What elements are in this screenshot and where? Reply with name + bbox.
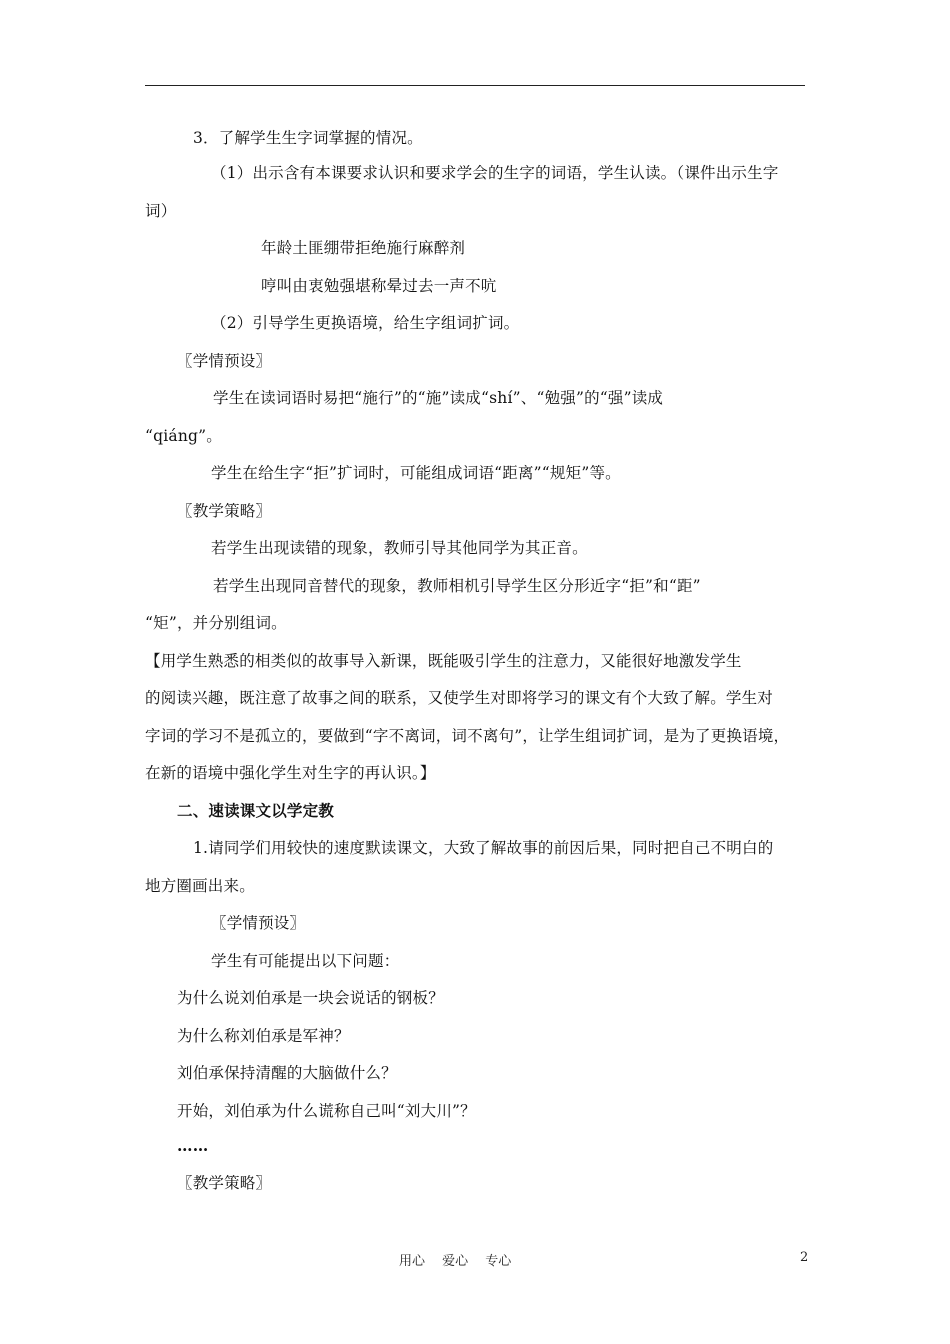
step-2: （2）引导学生更换语境，给生字组词扩词。 [211, 314, 520, 332]
preset-para-1-line-2: “qiáng”。 [145, 427, 222, 445]
heading-student-preset: 〖学情预设〗 [177, 352, 272, 370]
step-1-line-1: （1）出示含有本课要求认识和要求学会的生字的词语，学生认读。（课件出示生字 [211, 164, 779, 182]
question-intro: 学生有可能提出以下问题： [211, 952, 400, 970]
question-4: 开始，刘伯承为什么谎称自己叫“刘大川”？ [177, 1102, 476, 1120]
heading-teaching-strategy: 〖教学策略〗 [177, 502, 272, 520]
word-list-2: 哼叫由衷勉强堪称晕过去一声不吭 [261, 277, 497, 295]
word-list-1: 年龄土匪绷带拒绝施行麻醉剂 [261, 239, 466, 257]
commentary-line-4: 在新的语境中强化学生对生字的再认识。】 [145, 764, 436, 782]
task-1-line-1: 1.请同学们用较快的速度默读课文，大致了解故事的前因后果，同时把自己不明白的 [193, 839, 774, 857]
strategy-para-2-line-1: 若学生出现同音替代的现象，教师相机引导学生区分形近字“拒”和“距” [213, 577, 701, 595]
preset-para-2: 学生在给生字“拒”扩词时，可能组成词语“距离”“规矩”等。 [211, 464, 621, 482]
strategy-para-1: 若学生出现读错的现象，教师引导其他同学为其正音。 [211, 539, 588, 557]
question-1: 为什么说刘伯承是一块会说话的钢板？ [177, 989, 444, 1007]
task-1-line-2: 地方圈画出来。 [145, 877, 255, 895]
ellipsis: …… [177, 1136, 209, 1155]
page-number: 2 [800, 1250, 809, 1265]
commentary-line-3: 字词的学习不是孤立的，要做到“字不离词，词不离句”，让学生组词扩词，是为了更换语境， [145, 727, 790, 745]
commentary-line-2: 的阅读兴趣，既注意了故事之间的联系，又使学生对即将学习的课文有个大致了解。学生对 [145, 689, 774, 707]
question-2: 为什么称刘伯承是军神？ [177, 1027, 350, 1045]
section-item-3: 3．了解学生生字词掌握的情况。 [193, 129, 423, 147]
commentary-line-1: 【用学生熟悉的相类似的故事导入新课，既能吸引学生的注意力，又能很好地激发学生 [145, 652, 742, 670]
question-3: 刘伯承保持清醒的大脑做什么？ [177, 1064, 397, 1082]
header-rule [145, 85, 805, 86]
preset-para-1-line-1: 学生在读词语时易把“施行”的“施”读成“shí”、“勉强”的“强”读成 [213, 389, 664, 407]
footer-motto: 用心 爱心 专心 [399, 1254, 512, 1269]
section-heading-2: 二、速读课文以学定教 [177, 801, 335, 820]
heading-student-preset-2: 〖学情预设〗 [211, 914, 306, 932]
heading-teaching-strategy-2: 〖教学策略〗 [177, 1174, 272, 1192]
strategy-para-2-line-2: “矩”，并分别组词。 [145, 614, 287, 632]
step-1-line-2: 词） [145, 202, 177, 220]
